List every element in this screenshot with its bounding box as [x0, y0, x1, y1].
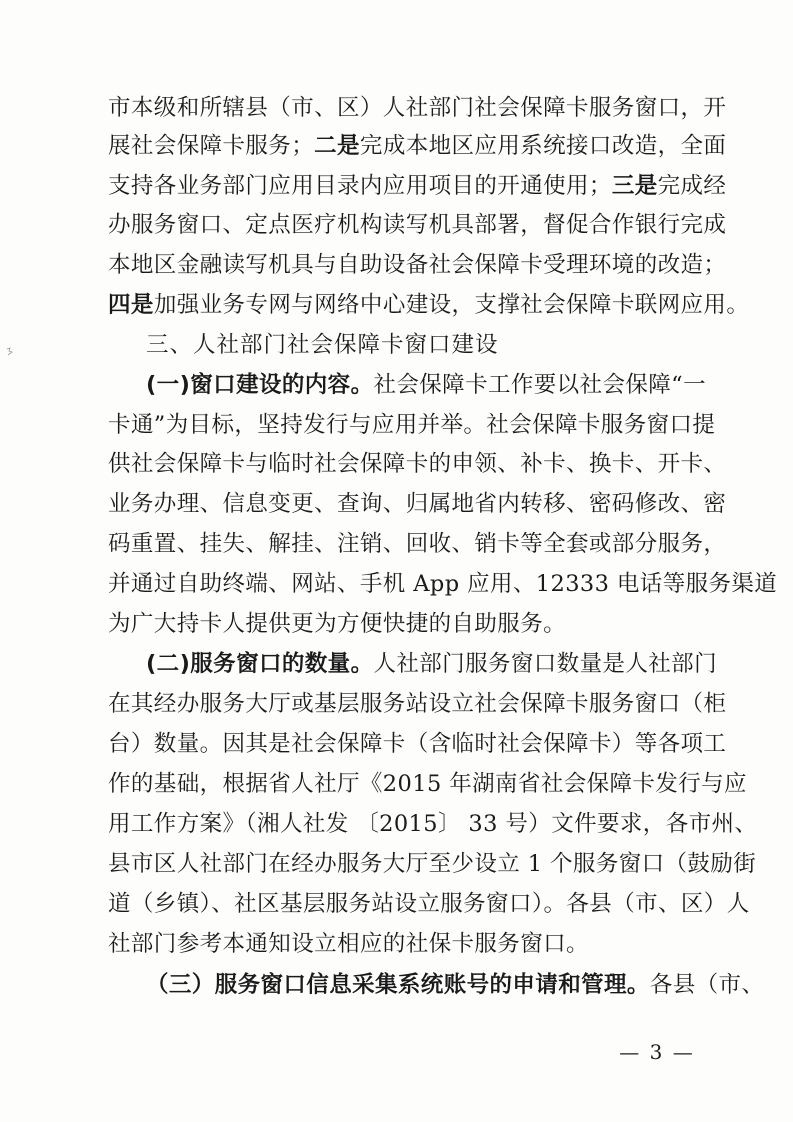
paragraph-line: 业务办理、信息变更、查询、归属地省内转移、密码修改、密: [108, 491, 727, 517]
text-run: 支持各业务部门应用目录内应用项目的开通使用；: [108, 173, 612, 199]
paragraph-line: [108, 131, 727, 161]
paragraph-line: 卡通”为目标，坚持发行与应用并举。社会保障卡服务窗口提: [108, 412, 716, 438]
paragraph-line: 码重置、挂失、解挂、注销、回收、销卡等全套或部分服务，: [108, 531, 727, 557]
text-run: 加强业务专网与网络中心建设，支撑社会保障卡联网应用。: [153, 292, 750, 318]
paragraph-line: 办服务窗口、定点医疗机构读写机具部署，督促合作银行完成: [108, 212, 727, 238]
text-run: 社会保障卡工作要以社会保障“一: [373, 372, 706, 398]
section-heading: 三、人社部门社会保障卡窗口建设: [146, 332, 499, 358]
text-run: 展社会保障卡服务；: [108, 133, 315, 159]
paragraph-line: 供社会保障卡与临时社会保障卡的申领、补卡、换卡、开卡、: [108, 451, 727, 477]
paragraph-line: 市本级和所辖县（市、区）人社部门社会保障卡服务窗口，开: [108, 95, 727, 121]
paragraph-line: 县市区人社部门在经办服务大厅至少设立 1 个服务窗口（鼓励街: [108, 851, 757, 877]
paragraph-line: [146, 649, 717, 679]
scan-speck: [6, 347, 14, 357]
subsection-title: (一)窗口建设的内容。: [146, 372, 374, 398]
paragraph-line: 台）数量。因其是社会保障卡（含临时社会保障卡）等各项工: [108, 731, 727, 757]
paragraph-line: 本地区金融读写机具与自助设备社会保障卡受理环境的改造；: [108, 252, 727, 278]
ordinal-marker: 三是: [611, 173, 658, 199]
paragraph-line: 作的基础，根据省人社厅《2015 年湖南省社会保障卡发行与应: [108, 771, 747, 797]
paragraph-line: 为广大持卡人提供更为方便快捷的自助服务。: [108, 611, 567, 637]
paragraph-line: 在其经办服务大厅或基层服务站设立社会保障卡服务窗口（柜: [108, 691, 727, 717]
paragraph-line: 社部门参考本通知设立相应的社保卡服务窗口。: [108, 931, 589, 957]
text-run: 完成经: [657, 173, 727, 199]
ordinal-marker: 四是: [108, 292, 154, 318]
text-run: 完成本地区应用系统接口改造，全面: [359, 133, 727, 159]
subsection-title: （三）服务窗口信息采集系统账号的申请和管理。: [146, 972, 650, 998]
paragraph-line: [108, 290, 750, 320]
subsection-title: (二)服务窗口的数量。: [146, 651, 374, 677]
paragraph-line: [146, 370, 706, 400]
ordinal-marker: 二是: [314, 133, 360, 159]
paragraph-line: 并通过自助终端、网站、手机 App 应用、12333 电话等服务渠道: [108, 571, 778, 597]
page-number: — 3 —: [619, 1040, 695, 1064]
text-run: 人社部门服务窗口数量是人社部门: [373, 651, 717, 677]
paragraph-line: [108, 171, 727, 201]
text-run: 各县（市、: [649, 972, 765, 998]
paragraph-line: 用工作方案》（湘人社发 〔2015〕 33 号）文件要求，各市州、: [108, 811, 758, 837]
paragraph-line: 道（乡镇）、社区基层服务站设立服务窗口）。各县（市、区）人: [108, 891, 750, 917]
paragraph-line: [146, 970, 765, 1000]
